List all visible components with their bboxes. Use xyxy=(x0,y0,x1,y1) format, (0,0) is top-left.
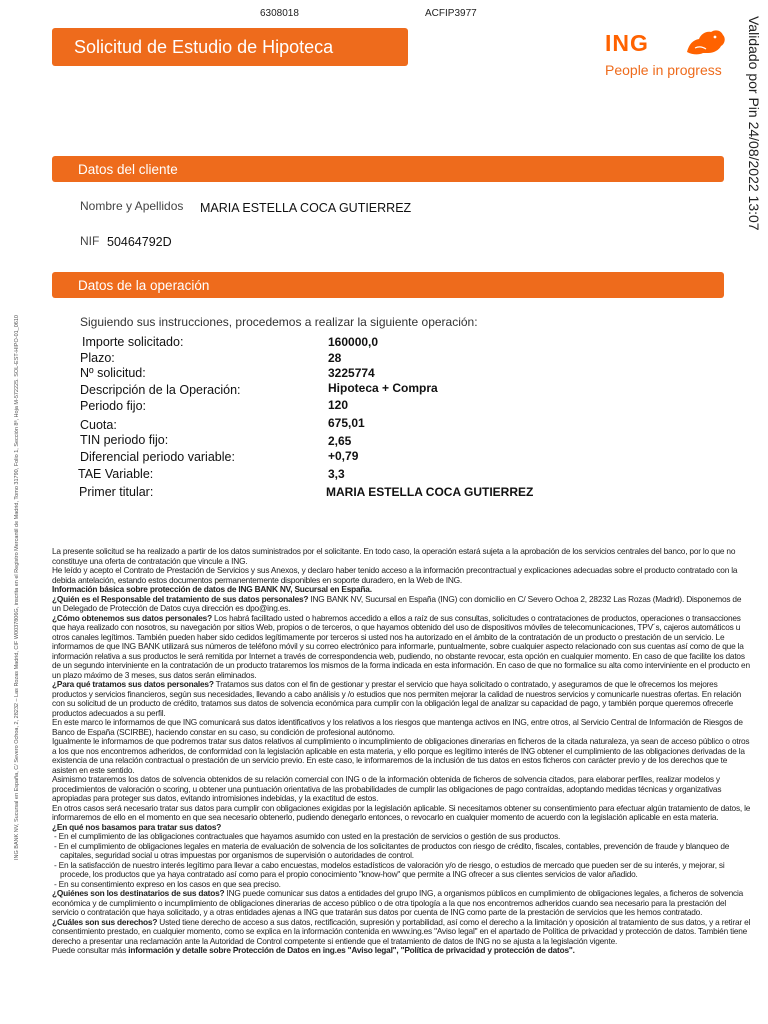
legal-answer: Tratamos sus datos con el fin de gestionar y prestar el servicio que haya solicitado o contratado, y aseguramos de que le ofrecemos los mejores productos y servicios financieros, según sus necesidades, llevando a cabo análisis y /o estudios que nos permiten mejorar la calidad de nuestros servicios y comunicarle nuestras ofertas. En relación con su solicitud de un producto de crédito, tratamos sus datos de solvencia económica para cumplir con la obligación legal de analizar su capacidad de pago, y también porque queremos ofrecerle productos adecuados a su perfil. xyxy=(52,679,742,718)
operation-label: TAE Variable: xyxy=(78,467,154,481)
logo-wordmark: ING xyxy=(605,30,649,56)
operation-value: 2,65 xyxy=(328,434,352,448)
operation-row xyxy=(80,399,600,415)
legal-paragraph xyxy=(52,946,752,956)
legal-question: ¿Para qué tratamos sus datos personales? xyxy=(52,679,214,689)
list-item: - En el cumplimiento de las obligaciones contractuales que hayamos asumido con usted en la prestación de servicios o gestión de sus productos. xyxy=(54,831,561,841)
operation-row xyxy=(80,366,600,382)
legal-paragraph: En este marco le informamos de que ING comunicará sus datos identificativos y los relativos a los riesgos que mantenga activos en ING, entre otros, al Servicio Central de Información de Riesgos de Banco de España (SCIRBE), haciendo constar en su caso, su condición de profesional autónomo. xyxy=(52,717,743,737)
operation-row xyxy=(80,433,600,449)
legal-paragraph xyxy=(52,595,752,614)
operation-row xyxy=(80,418,600,434)
operation-label: Primer titular: xyxy=(79,485,154,499)
document-title xyxy=(52,28,408,66)
legal-question: ¿En qué nos basamos para tratar sus datos? xyxy=(52,821,222,832)
operation-value: MARIA ESTELLA COCA GUTIERREZ xyxy=(326,485,534,499)
legal-paragraph: La presente solicitud se ha realizado a partir de los datos suministrados por el solicitante. En todo caso, la operación estará sujeta a la aprobación de los servicios centrales del banco, por lo que no constituye una oferta de contratación que vincule a ING. xyxy=(52,546,736,566)
operation-row xyxy=(78,467,598,483)
operation-label: Periodo fijo: xyxy=(80,399,147,413)
operation-value: Hipoteca + Compra xyxy=(328,381,438,395)
privacy-policy-reference: información y detalle sobre Protección de Datos en ing.es "Aviso legal", "Política de privacidad y protección de datos". xyxy=(128,945,575,955)
legal-answer: Puede consultar más xyxy=(52,945,129,955)
legal-question: ¿Quién es el Responsable del tratamiento de sus datos personales? xyxy=(52,593,309,604)
operation-value: 160000,0 xyxy=(328,335,379,349)
operation-row xyxy=(80,450,600,466)
operation-row xyxy=(82,335,602,351)
legal-question: ¿Quiénes son los destinatarios de sus datos? xyxy=(52,888,225,898)
list-item: - En su consentimiento expreso en los casos en que sea preciso. xyxy=(54,878,281,889)
operation-label: TIN periodo fijo: xyxy=(80,433,169,447)
registry-text: ING BANK NV, Sucursal en España, C/ Severo Ochoa, 2, 28232 – Las Rozas Madrid, CIF W0037806G, inscrita en el Registro Mercantil de Madrid, Tomo 31790, Folio 1, Sección 8ª, Hoja M-572225. SOL-EST-HIPO-01_0610 xyxy=(14,315,20,860)
operation-label: Diferencial periodo variable: xyxy=(80,450,235,464)
operation-value: 28 xyxy=(328,351,342,365)
operation-label: Cuota: xyxy=(80,418,117,432)
legal-paragraph: Asimismo trataremos los datos de solvencia obtenidos de su relación comercial con ING o de la información obtenida de ficheros de solvencia citados, para elaborar perfiles, realizar modelos y procedimientos de valoración o scoring, u obtener una puntuación orientativa de las probabilidades de cumplir las obligaciones de pago contraídas, adoptando medidas técnicas y organizativas apropiadas para proteger sus datos, evitando intromisiones indebidas, y la exactitud de estos. xyxy=(52,774,722,803)
lion-icon xyxy=(681,26,727,56)
legal-question: ¿Cuáles son sus derechos? xyxy=(52,916,158,927)
validation-text: Validado por Pin 24/08/2022 13:07 xyxy=(746,16,762,231)
legal-paragraph xyxy=(52,680,752,718)
client-section-header xyxy=(52,156,724,182)
operation-row xyxy=(80,383,600,399)
name-value: MARIA ESTELLA COCA GUTIERREZ xyxy=(200,201,412,215)
legal-paragraph xyxy=(52,889,752,918)
legal-paragraph xyxy=(52,918,752,947)
operation-label: Descripción de la Operación: xyxy=(80,383,241,397)
legal-basis-list xyxy=(52,832,752,889)
reference-code: ACFIP3977 xyxy=(425,8,477,19)
legal-heading: Información básica sobre protección de datos de ING BANK NV, Sucursal en España. xyxy=(52,584,372,594)
registry-footer xyxy=(2,130,30,860)
operation-value: 3,3 xyxy=(328,467,345,481)
legal-answer: Usted tiene derecho de acceso a sus datos, rectificación, supresión y portabilidad, así como el derecho a la limitación y oposición al tratamiento de sus datos, y a retirar el consentimiento prestado, en cualquier momento, como se explica en la información contenida en www.ing.es "Aviso legal" en el apartado de Política de privacidad y protección de datos. También tiene derecho a presentar una reclamación ante la Autoridad de Control competente si entiende que el tratamiento de datos de ING no se ajusta a la legislación vigente. xyxy=(52,916,751,946)
client-section-title: Datos del cliente xyxy=(78,161,178,177)
operation-label: Importe solicitado: xyxy=(82,335,184,349)
legal-answer: ING puede comunicar sus datos a entidades del grupo ING, a organismos públicos en cumplimiento de obligaciones legales, a ficheros de solvencia económica y de cumplimiento o incumplimiento de obligaciones dinerarias de acceso público o de otra tipología a la que nos encontremos adheridos cuando sea necesario para la prestación del servicio o contratación que haya solicitado, y a otras entidades ajenas a ING que tratarán sus datos por cuenta de ING como parte de la prestación de servicios que les hemos contratado. xyxy=(52,888,744,917)
operation-section-header xyxy=(52,272,724,298)
operation-row xyxy=(79,485,639,501)
document-code: 6308018 xyxy=(260,8,299,19)
operation-value: 3225774 xyxy=(328,366,375,380)
operation-label: Nº solicitud: xyxy=(80,366,146,380)
legal-notice xyxy=(52,547,752,956)
validation-stamp xyxy=(738,16,764,256)
legal-paragraph xyxy=(52,614,752,681)
legal-question: ¿Cómo obtenemos sus datos personales? xyxy=(52,612,212,623)
operation-label: Plazo: xyxy=(80,351,115,365)
legal-answer: ING BANK NV, Sucursal en España (ING) con domicilio en C/ Severo Ochoa 2, 28232 Las Rozas (Madrid). Disponemos de un Delegado de Protección de Datos cuya dirección es dpo@ing.es. xyxy=(52,593,742,613)
nif-value: 50464792D xyxy=(107,235,172,249)
ing-logo xyxy=(605,26,730,80)
nif-label: NIF xyxy=(80,234,100,248)
operation-value: +0,79 xyxy=(328,449,359,463)
legal-answer: Los habrá facilitado usted o habremos accedido a ellos a raíz de sus consultas, solicitudes o contrataciones de productos, operaciones o transacciones que haya realizado con nosotros, su navegación por sitios Web, propios o de terceros, o que hayamos obtenido del uso de dispositivos móviles de telecomunicaciones, TPV´s, cajeros automáticos u otros canales legítimos. También pueden haber sido cedidos legítimamente por terceros si usted nos ha autorizado en el ámbito de la contratación de un producto o prestación de un servicio. Le informamos de que ING BANK utilizará sus números de teléfono móvil y su correo electrónico para informarle, puntualmente, sobre cualquier aspecto relacionado con sus cuentas así como de que la información relativa a sus productos le será remitida por Internet a través de correspondencia web, pudiendo, no obstante revocar, esta opción en cualquier momento. En caso de que facilite los datos de un segundo interviniente en la contratación de un producto trataremos los mismos de la forma indicada en esta información. En caso de que no formalice su alta como interviniente en el producto en un plazo máximo de 3 meses, sus datos serán eliminados. xyxy=(52,612,750,680)
document-title-text: Solicitud de Estudio de Hipoteca xyxy=(74,36,334,57)
name-label: Nombre y Apellidos xyxy=(80,199,184,213)
legal-paragraph: He leído y acepto el Contrato de Prestación de Servicios y sus Anexos, y declaro haber tenido acceso a la información precontractual y explicaciones adecuadas sobre el producto contratado con la debida antelación, estando estos documentos permanentemente disponibles en soporte duradero, en la Web de ING. xyxy=(52,565,738,585)
operation-section-title: Datos de la operación xyxy=(78,277,210,293)
operation-value: 675,01 xyxy=(328,416,365,430)
operation-row xyxy=(80,351,600,367)
operation-value: 120 xyxy=(328,398,349,412)
legal-paragraph: Igualmente le informamos de que podremos tratar sus datos relativos al cumplimiento o incumplimiento de obligaciones dinerarias en ficheros de la citada naturaleza, ya sean de acceso público o otros a los que nos encontremos adheridos, de conformidad con la legislación aplicable en esta materia, y ello porque es legítimo interés de ING obtener el cumplimiento de las obligaciones derivadas de la existencia de una relación contractual o prestación de un servicio previo. En este caso, le informaremos de la inclusión de tus datos en estos ficheros con carácter previo y de los derechos que te asisten en este sentido. xyxy=(52,736,750,775)
logo-tagline: People in progress xyxy=(605,62,722,78)
list-item: - En la satisfacción de nuestro interés legítimo para llevar a cabo encuestas, modelos estadísticos de valoración y/o de riesgo, o estudios de mercado que pueden ser de su interés, y mejorar, si procede, los productos que ya haya contratado así como para el propio conocimiento "know-how" que permite a ING ofrecer a sus clientes servicios de valor añadido. xyxy=(54,859,725,879)
legal-paragraph: En otros casos será necesario tratar sus datos para cumplir con obligaciones exigidas por la legislación aplicable. Si necesitamos obtener su consentimiento para efectuar algún tratamiento de datos, le informaremos de ello en el momento en que sea necesario obtenerlo, pudiendo denegarlo entonces, o revocarlo en cualquier momento de acuerdo con la legislación aplicable en esta materia. xyxy=(52,802,751,822)
operation-intro: Siguiendo sus instrucciones, procedemos a realizar la siguiente operación: xyxy=(80,315,478,329)
list-item: - En el cumplimiento de obligaciones legales en materia de evaluación de solvencia de los solicitantes de productos con riesgo de crédito, fiscales, contables, prevención de fraude y blanqueo de capitales, seguridad social u otras impuestas por organismos de supervisión o autoridades de control. xyxy=(54,840,730,860)
